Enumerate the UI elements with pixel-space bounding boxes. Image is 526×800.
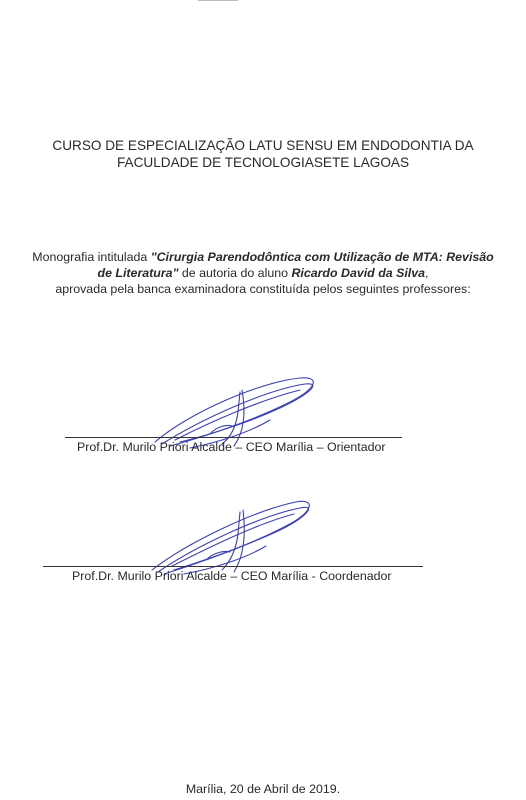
approval-statement: [0, 249, 526, 297]
course-title-line-2: FACULDADE DE TECNOLOGIASETE LAGOAS: [116, 155, 410, 170]
signature-line-2: [43, 566, 423, 567]
approval-comma: ,: [425, 266, 429, 280]
signature-line-1: [65, 437, 402, 438]
signature-label-2: Prof.Dr. Murilo Priori Alcalde – CEO Marília - Coordenador: [72, 569, 392, 583]
approval-line-1: [0, 249, 526, 265]
course-title-line-1: CURSO DE ESPECIALIZAÇÃO LATU SENSU EM ENDODONTIA DA: [52, 138, 474, 153]
place-date: Marília, 20 de Abril de 2019.: [185, 782, 341, 796]
approval-line-3: aprovada pela banca examinadora constituída pelos seguintes professores:: [55, 282, 471, 296]
signature-label-1: Prof.Dr. Murilo Priori Alcalde – CEO Marília – Orientador: [77, 440, 386, 454]
approval-prefix: Monografia intitulada: [32, 250, 151, 264]
approval-middle: de autoria do aluno: [178, 266, 292, 280]
work-title-part-1: "Cirurgia Parendodôntica com Utilização de MTA: Revisão: [150, 250, 494, 264]
work-title-part-2: de Literatura": [97, 266, 179, 280]
course-title: [0, 137, 526, 171]
scan-mark: [198, 0, 238, 1]
approval-line-2: [0, 265, 526, 281]
student-name: Ricardo David da Silva: [291, 266, 426, 280]
